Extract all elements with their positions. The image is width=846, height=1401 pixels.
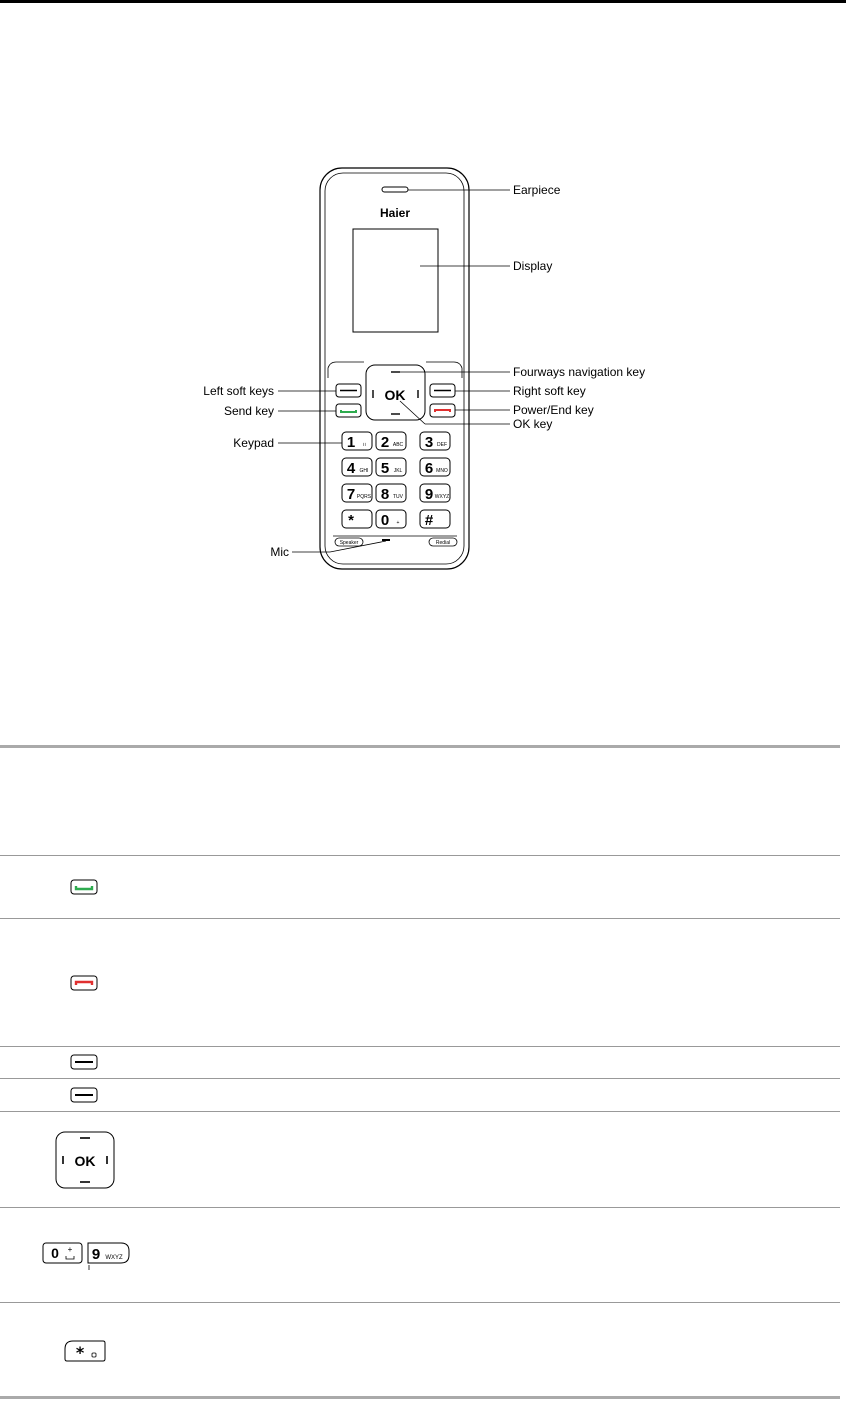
keypad-key-letters: DEF [437,442,447,448]
keypad-top-curve-left [328,362,364,378]
number-keys-icon [42,1242,132,1272]
keypad-key-digit: 8 [380,486,390,503]
keypad-key-letters: ABC [392,442,404,448]
lock-icon [92,1353,96,1357]
keypad-key-digit: # [424,512,434,529]
send-key-icon [70,879,98,895]
end-key-icon [70,975,98,991]
table-rule [0,1111,840,1112]
callout-mic: Mic [270,545,289,559]
table-rule [0,855,840,856]
table-rule [0,918,840,919]
callout-nav-key: Fourways navigation key [513,365,646,379]
phone-diagram [0,0,846,620]
keypad-key [376,432,406,451]
callout-earpiece: Earpiece [513,183,561,197]
keypad-key-letters: MNO [436,468,448,474]
brand-logo: Haier [379,206,411,220]
table-rule [0,1046,840,1047]
table-rule [0,1078,840,1079]
nav-key-icon [55,1131,115,1189]
send-key-icon [341,410,356,412]
keypad-key-digit: 5 [380,460,390,477]
keypad-key-digit: 3 [424,434,434,451]
keypad-key [342,432,372,451]
keypad-key [376,510,406,529]
callout-right-soft-key: Right soft key [513,384,586,398]
callout-display: Display [513,259,553,273]
key-0-digit: 0 [51,1245,59,1261]
speaker-key-label: Speaker [339,540,359,546]
keypad-key-letters: ।। [362,442,366,448]
keypad-key-letters: TUV [393,494,403,500]
keypad-key-digit: 1 [346,434,356,451]
callout-power-end-key: Power/End key [513,403,594,417]
table-top-rule [0,745,840,748]
keypad [342,432,450,529]
keypad-key [342,510,372,529]
keypad-key-letters: GHI [359,468,369,474]
keypad-key [420,484,450,503]
keypad-key-letters: + [396,520,400,526]
keypad-key-letters: WXYZ [434,494,450,500]
keypad-key-letters: JKL [393,468,403,474]
earpiece-slot [382,187,408,192]
keypad-key [342,458,372,477]
keypad-key [420,510,450,529]
display-screen [353,229,438,332]
keypad-key-letters: PQRS [356,494,372,500]
nav-ok-label: OK [384,387,406,403]
table-rule [0,1302,840,1303]
star-key-icon [64,1340,106,1362]
table-bottom-rule [0,1396,840,1399]
phone-inner-body [325,173,464,564]
left-soft-key-icon [70,1054,98,1070]
keypad-key [376,484,406,503]
table-rule [0,1207,840,1208]
callout-ok-key: OK key [513,417,553,431]
nav-key-ok-label: OK [74,1153,96,1169]
keypad-key [342,484,372,503]
right-soft-key-icon [70,1087,98,1103]
key-9-sub: WXYZ [105,1255,123,1261]
phone-outer-body [320,168,469,569]
callout-send-key: Send key [223,404,274,418]
star-key-glyph: * [75,1343,85,1362]
send-key [336,404,361,417]
key-9-digit: 9 [91,1246,101,1263]
keypad-key-digit: 2 [380,434,390,451]
keypad-key [376,458,406,477]
callout-left-soft-keys: Left soft keys [203,384,274,398]
redial-key-label: Redial [435,540,451,546]
keypad-key-digit: 6 [424,460,434,477]
keypad-key-digit: 4 [346,460,356,477]
key-0-sub: + [67,1245,73,1254]
keypad-key-digit: 9 [424,486,434,503]
keypad-key-digit: * [348,512,354,529]
end-key-icon [435,410,450,412]
keypad-key [420,432,450,451]
keypad-key [420,458,450,477]
keypad-top-curve-right [426,362,462,378]
keypad-key-digit: 0 [380,512,390,529]
keypad-key-digit: 7 [346,486,356,503]
callout-keypad: Keypad [233,436,274,450]
